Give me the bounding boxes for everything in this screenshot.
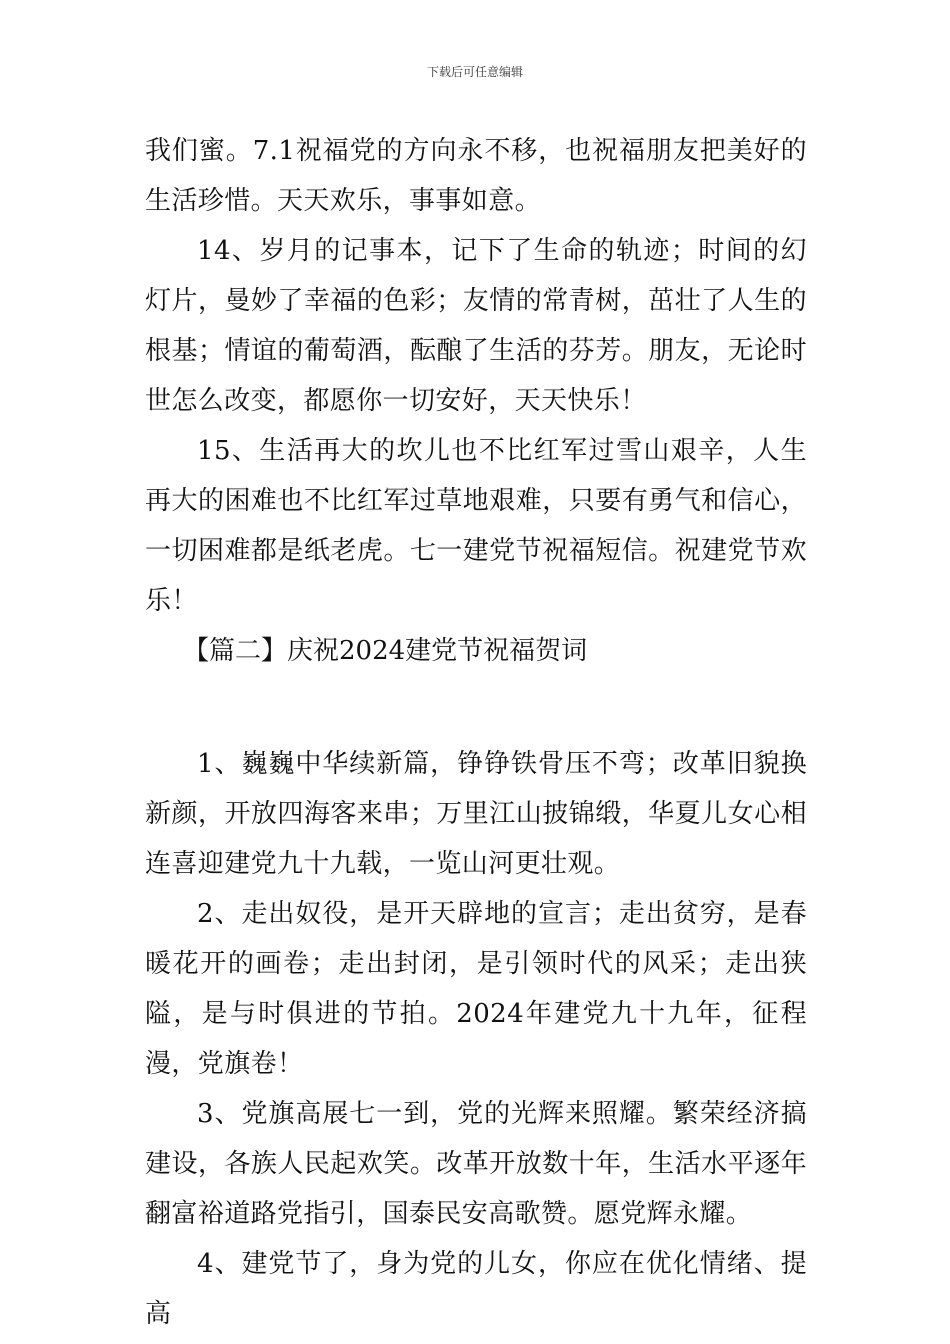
- paragraph-item-3: 3、党旗高展七一到，党的光辉来照耀。繁荣经济搞建设，各族人民起欢笑。改革开放数十年，生活水平逐年翻富裕道路党指引，国泰民安高歌赞。愿党辉永耀。: [145, 1099, 807, 1229]
- section-title: 【篇二】庆祝2024建党节祝福贺词: [183, 636, 588, 666]
- paragraph-item-14: 14、岁月的记事本，记下了生命的轨迹；时间的幻灯片，曼妙了幸福的色彩；友情的常青树，茁壮了人生的根基；情谊的葡萄酒，酝酿了生活的芬芳。朋友，无论时世怎么改变，都愿你一切安好，天天快乐！: [145, 236, 807, 416]
- paragraph-item-1: 1、巍巍中华续新篇，铮铮铁骨压不弯；改革旧貌换新颜，开放四海客来串；万里江山披锦缎，华夏儿女心相连喜迎建党九十九载，一览山河更壮观。: [145, 749, 807, 879]
- paragraph-item-15: 15、生活再大的坎儿也不比红军过雪山艰辛，人生再大的困难也不比红军过草地艰难，只要有勇气和信心，一切困难都是纸老虎。七一建党节祝福短信。祝建党节欢乐！: [145, 436, 807, 616]
- paragraph-continuation: 我们蜜。7.1祝福党的方向永不移，也祝福朋友把美好的生活珍惜。天天欢乐，事事如意。: [145, 136, 807, 216]
- document-body: [145, 126, 807, 1339]
- paragraph-item-4: 4、建党节了，身为党的儿女，你应在优化情绪、提高: [145, 1249, 807, 1329]
- page-header: 下载后可任意编辑: [426, 65, 523, 79]
- section-gap: [145, 676, 807, 739]
- paragraph-item-2: 2、走出奴役，是开天辟地的宣言；走出贫穷，是春暖花开的画卷；走出封闭，是引领时代的风采；走出狭隘，是与时俱进的节拍。2024年建党九十九年，征程漫，党旗卷！: [145, 899, 807, 1079]
